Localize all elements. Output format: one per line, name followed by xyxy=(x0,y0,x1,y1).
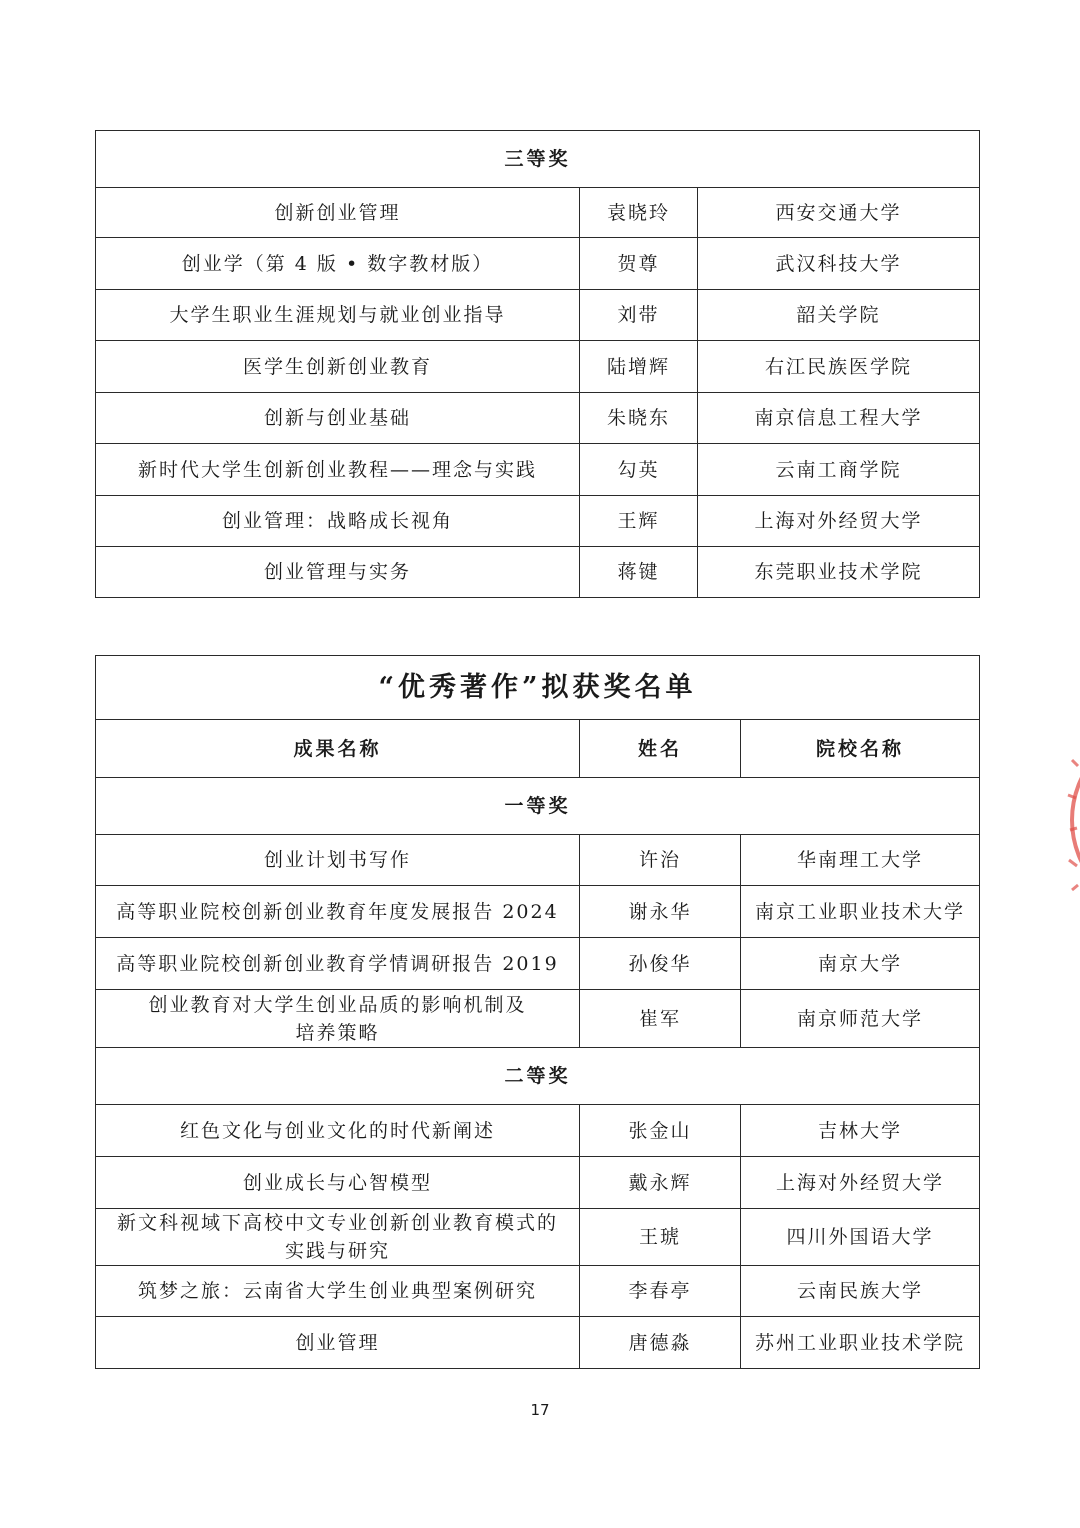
author-name: 孙俊华 xyxy=(580,938,741,990)
work-title: 创新创业管理 xyxy=(96,188,580,238)
work-title: 筑梦之旅：云南省大学生创业典型案例研究 xyxy=(96,1266,580,1317)
author-name: 谢永华 xyxy=(580,886,741,938)
work-title: 创业成长与心智模型 xyxy=(96,1157,580,1209)
header-work-title: 成果名称 xyxy=(96,720,580,778)
author-name: 王琥 xyxy=(580,1209,741,1266)
work-title xyxy=(96,990,580,1048)
author-name: 戴永辉 xyxy=(580,1157,741,1209)
header-school-name: 院校名称 xyxy=(741,720,980,778)
section-second-prize: 二等奖 xyxy=(96,1048,980,1105)
author-name: 许治 xyxy=(580,835,741,886)
table-row xyxy=(96,1105,980,1157)
author-name: 朱晓东 xyxy=(580,393,698,444)
table-row xyxy=(96,188,980,238)
work-title: 创业管理与实务 xyxy=(96,547,580,598)
award-table-continued xyxy=(95,130,980,598)
section-row xyxy=(96,131,980,188)
table-row xyxy=(96,886,980,938)
work-title: 创新与创业基础 xyxy=(96,393,580,444)
work-title-line: 培养策略 xyxy=(295,1021,380,1044)
table-row xyxy=(96,1317,980,1369)
school-name: 苏州工业职业技术学院 xyxy=(741,1317,980,1369)
table-row xyxy=(96,444,980,496)
table-row xyxy=(96,835,980,886)
school-name: 南京师范大学 xyxy=(741,990,980,1048)
table-title: “优秀著作”拟获奖名单 xyxy=(96,656,980,720)
header-author-name: 姓名 xyxy=(580,720,741,778)
table-row xyxy=(96,1266,980,1317)
author-name: 陆增辉 xyxy=(580,341,698,393)
header-row xyxy=(96,720,980,778)
work-title: 创业管理：战略成长视角 xyxy=(96,496,580,547)
author-name: 勾英 xyxy=(580,444,698,496)
school-name: 四川外国语大学 xyxy=(741,1209,980,1266)
author-name: 张金山 xyxy=(580,1105,741,1157)
work-title-line: 创业教育对大学生创业品质的影响机制及 xyxy=(148,993,527,1016)
author-name: 贺尊 xyxy=(580,238,698,290)
work-title-line: 实践与研究 xyxy=(284,1240,390,1262)
school-name: 西安交通大学 xyxy=(698,188,980,238)
table-row xyxy=(96,990,980,1048)
school-name: 南京信息工程大学 xyxy=(698,393,980,444)
work-title xyxy=(96,1209,580,1266)
table-row xyxy=(96,238,980,290)
seal-stamp-icon xyxy=(1058,720,1080,920)
table-row xyxy=(96,290,980,341)
table-title-row xyxy=(96,656,980,720)
school-name: 右江民族医学院 xyxy=(698,341,980,393)
work-title: 创业学（第 4 版 • 数字教材版） xyxy=(96,238,580,290)
table-row xyxy=(96,341,980,393)
page-number: 17 xyxy=(530,1401,550,1419)
school-name: 上海对外经贸大学 xyxy=(698,496,980,547)
school-name: 东莞职业技术学院 xyxy=(698,547,980,598)
school-name: 南京工业职业技术大学 xyxy=(741,886,980,938)
section-third-prize: 三等奖 xyxy=(96,131,980,188)
table-row xyxy=(96,1157,980,1209)
school-name: 韶关学院 xyxy=(698,290,980,341)
work-title: 高等职业院校创新创业教育学情调研报告 2019 xyxy=(96,938,580,990)
table-row xyxy=(96,547,980,598)
school-name: 上海对外经贸大学 xyxy=(741,1157,980,1209)
author-name: 刘带 xyxy=(580,290,698,341)
work-title: 创业管理 xyxy=(96,1317,580,1369)
section-row xyxy=(96,1048,980,1105)
work-title: 红色文化与创业文化的时代新阐述 xyxy=(96,1105,580,1157)
work-title: 创业计划书写作 xyxy=(96,835,580,886)
table-row xyxy=(96,1209,980,1266)
author-name: 李春亭 xyxy=(580,1266,741,1317)
school-name: 云南工商学院 xyxy=(698,444,980,496)
excellent-works-table xyxy=(95,655,980,1369)
author-name: 崔军 xyxy=(580,990,741,1048)
table-row xyxy=(96,496,980,547)
table-row xyxy=(96,938,980,990)
work-title-line: 新文科视域下高校中文专业创新创业教育模式的 xyxy=(116,1212,558,1234)
work-title: 新时代大学生创新创业教程——理念与实践 xyxy=(96,444,580,496)
work-title: 医学生创新创业教育 xyxy=(96,341,580,393)
section-row xyxy=(96,778,980,835)
school-name: 华南理工大学 xyxy=(741,835,980,886)
school-name: 南京大学 xyxy=(741,938,980,990)
school-name: 云南民族大学 xyxy=(741,1266,980,1317)
author-name: 王辉 xyxy=(580,496,698,547)
author-name: 唐德淼 xyxy=(580,1317,741,1369)
author-name: 袁晓玲 xyxy=(580,188,698,238)
work-title: 高等职业院校创新创业教育年度发展报告 2024 xyxy=(96,886,580,938)
table-row xyxy=(96,393,980,444)
section-first-prize: 一等奖 xyxy=(96,778,980,835)
school-name: 武汉科技大学 xyxy=(698,238,980,290)
work-title: 大学生职业生涯规划与就业创业指导 xyxy=(96,290,580,341)
school-name: 吉林大学 xyxy=(741,1105,980,1157)
author-name: 蒋键 xyxy=(580,547,698,598)
